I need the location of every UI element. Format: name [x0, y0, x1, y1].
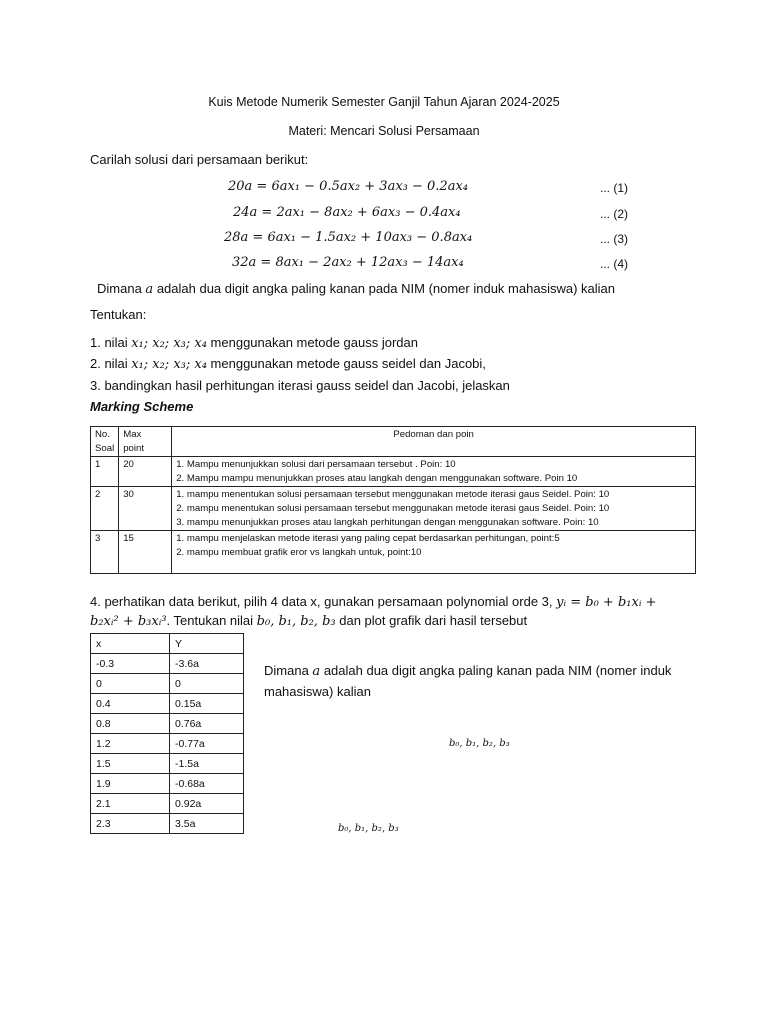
header-no-line2: Soal [95, 442, 115, 454]
data-table-header [91, 634, 244, 654]
cell-x: 0.8 [91, 714, 170, 734]
guide-line: 1. Mampu menunjukkan solusi dari persamaan tersebut . Poin: 10 [176, 459, 456, 471]
note-var: a [145, 282, 154, 297]
table-row [91, 694, 244, 714]
header-max-point [119, 427, 172, 457]
cell-x: -0.3 [91, 654, 170, 674]
header-guide: Pedoman dan poin [172, 427, 696, 457]
task-1-prefix: 1. nilai [90, 335, 128, 350]
row-max: 30 [119, 487, 172, 531]
task-2 [90, 356, 486, 372]
document-title: Kuis Metode Numerik Semester Ganjil Tahun Ajaran 2024-2025 [208, 95, 560, 109]
task-2-prefix: 2. nilai [90, 356, 128, 371]
table-row [91, 674, 244, 694]
cell-x: 2.1 [91, 794, 170, 814]
guide-line: 2. mampu menentukan solusi persamaan tersebut menggunakan metode iterasi gaus Seidel. Poin: 10 [176, 502, 610, 514]
cell-y: -1.5a [170, 754, 244, 774]
header-y: Y [170, 634, 244, 654]
note-a [97, 281, 615, 297]
task-3 [90, 378, 510, 393]
row-guide [172, 487, 696, 531]
row-no: 3 [91, 531, 119, 574]
header-x: x [91, 634, 170, 654]
row-max: 20 [119, 457, 172, 487]
task-2-text: menggunakan metode gauss seidel dan Jacobi, [210, 356, 486, 371]
table-header-row [91, 427, 696, 457]
cell-y: -3.6a [170, 654, 244, 674]
intro-text: Carilah solusi dari persamaan berikut: [90, 152, 309, 167]
question-4-line-1 [90, 594, 656, 610]
cell-x: 2.3 [91, 814, 170, 834]
side-note-var: a [312, 664, 321, 679]
cell-x: 0.4 [91, 694, 170, 714]
header-no-line1: No. [95, 429, 110, 440]
cell-x: 1.9 [91, 774, 170, 794]
guide-line: 2. mampu membuat grafik eror vs langkah untuk, point:10 [176, 546, 422, 558]
question-4-vars: b₀, b₁, b₂, b₃ [256, 614, 336, 629]
guide-line: 2. Mampu mampu menunjukkan proses atau langkah dengan menggunakan software. Poin 10 [176, 472, 578, 484]
header-max-line2: point [123, 442, 145, 454]
guide-line: 1. mampu menjelaskan metode iterasi yang paling cepat berdasarkan perhitungan, point:5 [176, 533, 560, 545]
task-1-text: menggunakan metode gauss jordan [210, 335, 418, 350]
equation-1-number: ... (1) [600, 181, 629, 195]
table-row [91, 654, 244, 674]
cell-x: 1.2 [91, 734, 170, 754]
note-prefix: Dimana [97, 281, 142, 296]
note-text: adalah dua digit angka paling kanan pada NIM (nomer induk mahasiswa) kalian [156, 281, 615, 296]
task-2-vars: x₁; x₂; x₃; x₄ [131, 357, 207, 372]
task-1-vars: x₁; x₂; x₃; x₄ [131, 336, 207, 351]
table-row [91, 774, 244, 794]
guide-line: 3. mampu menunjukkan proses atau langkah perhitungan dengan menggunakan software. Poin: 10 [176, 516, 599, 528]
equation-2-number: ... (2) [600, 207, 629, 221]
header-max-line1: Max [123, 429, 142, 440]
row-guide [172, 457, 696, 487]
tentukan-label: Tentukan: [90, 307, 147, 322]
cell-y: 0.76a [170, 714, 244, 734]
cell-x: 1.5 [91, 754, 170, 774]
task-1 [90, 335, 418, 351]
question-4-text: 4. perhatikan data berikut, pilih 4 data x, gunakan persamaan polynomial orde 3, [90, 594, 553, 609]
cell-y: 3.5a [170, 814, 244, 834]
cell-x: 0 [91, 674, 170, 694]
cell-y: 0.15a [170, 694, 244, 714]
row-no: 2 [91, 487, 119, 531]
header-no-soal [91, 427, 119, 457]
cell-y: 0.92a [170, 794, 244, 814]
table-row [91, 487, 696, 531]
table-row [91, 457, 696, 487]
row-guide [172, 531, 696, 574]
cell-y: -0.68a [170, 774, 244, 794]
equation-1: 20a = 6ax₁ − 0.5ax₂ + 3ax₃ − 0.2ax₄ [228, 179, 468, 194]
cell-y: -0.77a [170, 734, 244, 754]
question-4-line-2 [90, 613, 527, 629]
side-note-prefix: Dimana [264, 663, 309, 678]
guide-line: 1. mampu menentukan solusi persamaan tersebut menggunakan metode iterasi gaus Seidel. Poin: 10 [176, 489, 610, 501]
table-row [91, 714, 244, 734]
table-row [91, 794, 244, 814]
table-row [91, 754, 244, 774]
table-row [91, 814, 244, 834]
side-note-rest: adalah dua digit angka paling kanan pada NIM (nomer induk [323, 663, 672, 678]
equation-4: 32a = 8ax₁ − 2ax₂ + 12ax₃ − 14ax₄ [232, 255, 464, 270]
equation-2: 24a = 2ax₁ − 8ax₂ + 6ax₃ − 0.4ax₄ [233, 205, 461, 220]
row-max: 15 [119, 531, 172, 574]
question-4-polynomial-a: yᵢ = b₀ + b₁xᵢ + [556, 595, 657, 610]
cell-y: 0 [170, 674, 244, 694]
equation-3-number: ... (3) [600, 232, 629, 246]
question-4-text-b: dan plot grafik dari hasil tersebut [339, 613, 528, 628]
question-4-text-a: . Tentukan nilai [166, 613, 254, 628]
marking-scheme-table [90, 426, 696, 574]
marking-scheme-heading: Marking Scheme [90, 399, 194, 414]
equation-4-number: ... (4) [600, 257, 629, 271]
task-3-text: 3. bandingkan hasil perhitungan iterasi gauss seidel dan Jacobi, jelaskan [90, 378, 510, 393]
side-note-line-1 [264, 661, 684, 682]
data-table [90, 633, 244, 834]
side-note-line-2: mahasiswa) kalian [264, 684, 371, 699]
floating-vars-1: b₀, b₁, b₂, b₃ [449, 738, 510, 749]
row-no: 1 [91, 457, 119, 487]
table-row [91, 531, 696, 574]
floating-vars-2: b₀, b₁, b₂, b₃ [338, 823, 399, 834]
side-note [264, 661, 684, 702]
equation-3: 28a = 6ax₁ − 1.5ax₂ + 10ax₃ − 0.8ax₄ [224, 230, 473, 245]
document-subtitle: Materi: Mencari Solusi Persamaan [288, 124, 480, 138]
table-row [91, 734, 244, 754]
question-4-polynomial-b: b₂xᵢ² + b₃xᵢ³ [90, 614, 167, 629]
